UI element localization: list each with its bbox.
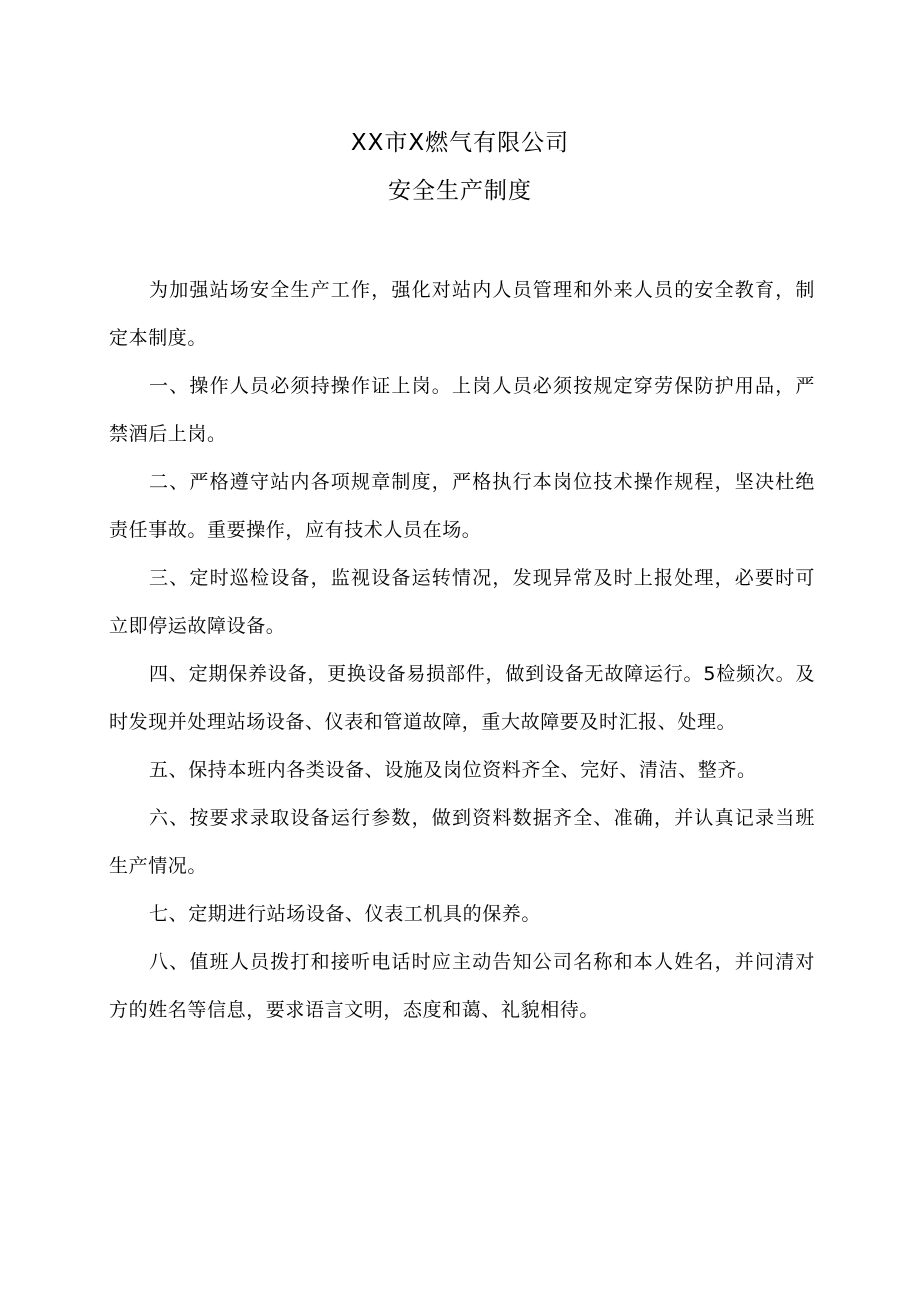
paragraph-item-1: 一、操作人员必须持操作证上岗。上岗人员必须按规定穿劳保防护用品，严禁酒后上岗。 <box>109 375 815 445</box>
document-title: 安全生产制度 <box>388 178 532 204</box>
paragraph-item-2: 二、严格遵守站内各项规章制度，严格执行本岗位技术操作规程，坚决杜绝责任事故。重要操作，应有技术人员在场。 <box>109 471 815 541</box>
paragraph-item-6: 六、按要求录取设备运行参数，做到资料数据齐全、准确，并认真记录当班生产情况。 <box>109 807 815 877</box>
paragraph-item-5: 五、保持本班内各类设备、设施及岗位资料齐全、完好、清洁、整齐。 <box>149 759 757 781</box>
paragraph-intro: 为加强站场安全生产工作，强化对站内人员管理和外来人员的安全教育，制定本制度。 <box>109 279 815 349</box>
company-title: XX市X燃气有限公司 <box>350 130 570 156</box>
document-body <box>109 266 815 1034</box>
paragraph-item-7: 七、定期进行站场设备、仪表工机具的保养。 <box>149 903 542 925</box>
paragraph-item-4: 四、定期保养设备，更换设备易损部件，做到设备无故障运行。5检频次。及时发现并处理站场设备、仪表和管道故障，重大故障要及时汇报、处理。 <box>109 663 815 733</box>
paragraph-item-3: 三、定时巡检设备，监视设备运转情况，发现异常及时上报处理，必要时可立即停运故障设备。 <box>109 567 815 637</box>
paragraph-item-8: 八、值班人员拨打和接听电话时应主动告知公司名称和本人姓名，并问清对方的姓名等信息，要求语言文明，态度和蔼、礼貌相待。 <box>109 951 815 1021</box>
